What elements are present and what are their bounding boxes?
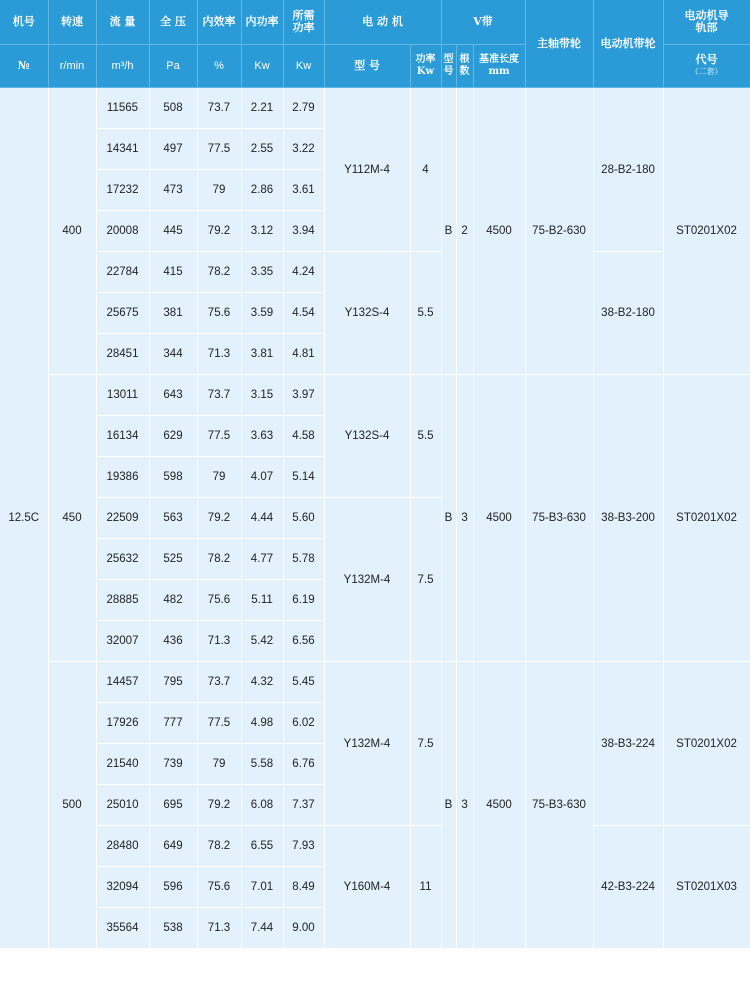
pressure-cell: 436 xyxy=(149,621,197,662)
flow-cell: 35564 xyxy=(96,908,149,949)
belt-length-cell: 4500 xyxy=(473,88,525,375)
table-row xyxy=(0,252,750,293)
pressure-cell: 538 xyxy=(149,908,197,949)
required-power-cell: 7.37 xyxy=(283,785,324,826)
efficiency-cell: 77.5 xyxy=(197,703,241,744)
required-power-cell: 5.14 xyxy=(283,457,324,498)
belt-count-cell: 3 xyxy=(456,662,473,949)
motor-power-cell: 4 xyxy=(410,88,441,252)
header-motor-power xyxy=(410,45,441,88)
header-total-pressure: 全 压 xyxy=(149,0,197,45)
header-internal-efficiency: 内效率 xyxy=(197,0,241,45)
table-body xyxy=(0,88,750,949)
header-main-pulley: 主轴带轮 xyxy=(525,0,593,88)
table-row xyxy=(0,88,750,129)
header-belt-count-label: 根数 xyxy=(459,54,470,77)
pressure-cell: 695 xyxy=(149,785,197,826)
flow-cell: 28885 xyxy=(96,580,149,621)
flow-cell: 14457 xyxy=(96,662,149,703)
required-power-cell: 4.58 xyxy=(283,416,324,457)
flow-cell: 32094 xyxy=(96,867,149,908)
internal-power-cell: 4.44 xyxy=(241,498,283,539)
internal-power-cell: 4.07 xyxy=(241,457,283,498)
internal-power-cell: 2.21 xyxy=(241,88,283,129)
pressure-cell: 525 xyxy=(149,539,197,580)
internal-power-cell: 4.98 xyxy=(241,703,283,744)
required-power-cell: 7.93 xyxy=(283,826,324,867)
header-rail-code xyxy=(663,45,750,88)
motor-pulley-cell: 38-B2-180 xyxy=(593,252,663,375)
internal-power-cell: 3.59 xyxy=(241,293,283,334)
internal-power-cell: 5.11 xyxy=(241,580,283,621)
pressure-cell: 344 xyxy=(149,334,197,375)
rail-code-cell: ST0201X03 xyxy=(663,826,750,949)
pressure-cell: 445 xyxy=(149,211,197,252)
efficiency-cell: 79.2 xyxy=(197,498,241,539)
header-internal-power: 内功率 xyxy=(241,0,283,45)
required-power-cell: 2.79 xyxy=(283,88,324,129)
flow-cell: 22509 xyxy=(96,498,149,539)
rail-code-cell: ST0201X02 xyxy=(663,662,750,826)
header-belt-type-label: 型号 xyxy=(443,54,454,77)
belt-length-cell: 4500 xyxy=(473,375,525,662)
efficiency-cell: 77.5 xyxy=(197,129,241,170)
flow-cell: 22784 xyxy=(96,252,149,293)
internal-power-cell: 7.44 xyxy=(241,908,283,949)
efficiency-cell: 79 xyxy=(197,457,241,498)
efficiency-cell: 79 xyxy=(197,744,241,785)
header-motor-pulley: 电动机带轮 xyxy=(593,0,663,88)
speed-cell: 500 xyxy=(48,662,96,949)
header-belt-count xyxy=(456,45,473,88)
flow-cell: 17926 xyxy=(96,703,149,744)
table-row xyxy=(0,826,750,867)
unit-speed: r/min xyxy=(48,45,96,88)
header-rail-code-label: 代号 xyxy=(695,53,718,66)
belt-type-cell: B xyxy=(441,88,456,375)
efficiency-cell: 77.5 xyxy=(197,416,241,457)
efficiency-cell: 78.2 xyxy=(197,826,241,867)
required-power-cell: 4.24 xyxy=(283,252,324,293)
header-rail xyxy=(663,0,750,45)
pressure-cell: 563 xyxy=(149,498,197,539)
header-required-power-label: 所需功率 xyxy=(292,9,315,34)
belt-length-cell: 4500 xyxy=(473,662,525,949)
flow-cell: 32007 xyxy=(96,621,149,662)
header-belt-length xyxy=(473,45,525,88)
unit-efficiency: % xyxy=(197,45,241,88)
motor-power-cell: 7.5 xyxy=(410,498,441,662)
required-power-cell: 4.54 xyxy=(283,293,324,334)
pressure-cell: 795 xyxy=(149,662,197,703)
main-pulley-cell: 75-B3-630 xyxy=(525,662,593,949)
flow-cell: 19386 xyxy=(96,457,149,498)
required-power-cell: 3.22 xyxy=(283,129,324,170)
required-power-cell: 6.19 xyxy=(283,580,324,621)
belt-type-cell: B xyxy=(441,662,456,949)
main-pulley-cell: 75-B2-630 xyxy=(525,88,593,375)
pressure-cell: 598 xyxy=(149,457,197,498)
efficiency-cell: 71.3 xyxy=(197,908,241,949)
efficiency-cell: 75.6 xyxy=(197,580,241,621)
internal-power-cell: 3.81 xyxy=(241,334,283,375)
required-power-cell: 3.94 xyxy=(283,211,324,252)
flow-cell: 11565 xyxy=(96,88,149,129)
unit-flow: m³/h xyxy=(96,45,149,88)
efficiency-cell: 79 xyxy=(197,170,241,211)
flow-cell: 13011 xyxy=(96,375,149,416)
efficiency-cell: 78.2 xyxy=(197,539,241,580)
pressure-cell: 596 xyxy=(149,867,197,908)
header-motor-model: 型 号 xyxy=(324,45,410,88)
header-flow: 流 量 xyxy=(96,0,149,45)
unit-machine-no: № xyxy=(0,45,48,88)
motor-model-cell: Y132S-4 xyxy=(324,252,410,375)
belt-type-cell: B xyxy=(441,375,456,662)
flow-cell: 21540 xyxy=(96,744,149,785)
flow-cell: 25010 xyxy=(96,785,149,826)
efficiency-cell: 73.7 xyxy=(197,88,241,129)
table-row xyxy=(0,662,750,703)
pressure-cell: 508 xyxy=(149,88,197,129)
speed-cell: 450 xyxy=(48,375,96,662)
motor-power-cell: 5.5 xyxy=(410,252,441,375)
flow-cell: 14341 xyxy=(96,129,149,170)
rail-code-cell: ST0201X02 xyxy=(663,88,750,375)
belt-count-cell: 3 xyxy=(456,375,473,662)
flow-cell: 28451 xyxy=(96,334,149,375)
motor-pulley-cell: 28-B2-180 xyxy=(593,88,663,252)
required-power-cell: 6.02 xyxy=(283,703,324,744)
flow-cell: 25632 xyxy=(96,539,149,580)
efficiency-cell: 79.2 xyxy=(197,785,241,826)
pressure-cell: 497 xyxy=(149,129,197,170)
internal-power-cell: 3.12 xyxy=(241,211,283,252)
unit-required-power: Kw xyxy=(283,45,324,88)
header-rail-label: 电动机导轨部 xyxy=(684,9,729,34)
internal-power-cell: 5.58 xyxy=(241,744,283,785)
flow-cell: 17232 xyxy=(96,170,149,211)
header-required-power xyxy=(283,0,324,45)
internal-power-cell: 2.55 xyxy=(241,129,283,170)
internal-power-cell: 3.35 xyxy=(241,252,283,293)
pressure-cell: 381 xyxy=(149,293,197,334)
internal-power-cell: 4.77 xyxy=(241,539,283,580)
required-power-cell: 3.97 xyxy=(283,375,324,416)
header-motor: 电 动 机 xyxy=(324,0,441,45)
internal-power-cell: 2.86 xyxy=(241,170,283,211)
required-power-cell: 3.61 xyxy=(283,170,324,211)
pressure-cell: 482 xyxy=(149,580,197,621)
belt-count-cell: 2 xyxy=(456,88,473,375)
motor-model-cell: Y112M-4 xyxy=(324,88,410,252)
efficiency-cell: 73.7 xyxy=(197,662,241,703)
motor-pulley-cell: 42-B3-224 xyxy=(593,826,663,949)
required-power-cell: 5.60 xyxy=(283,498,324,539)
header-vbelt: V带 xyxy=(441,0,525,45)
internal-power-cell: 5.42 xyxy=(241,621,283,662)
table-header xyxy=(0,0,750,88)
internal-power-cell: 6.55 xyxy=(241,826,283,867)
header-belt-type xyxy=(441,45,456,88)
motor-model-cell: Y160M-4 xyxy=(324,826,410,949)
pressure-cell: 473 xyxy=(149,170,197,211)
header-rail-sets: （二套） xyxy=(690,67,723,76)
pressure-cell: 777 xyxy=(149,703,197,744)
flow-cell: 28480 xyxy=(96,826,149,867)
efficiency-cell: 78.2 xyxy=(197,252,241,293)
unit-internal-power: Kw xyxy=(241,45,283,88)
efficiency-cell: 75.6 xyxy=(197,293,241,334)
pressure-cell: 415 xyxy=(149,252,197,293)
motor-model-cell: Y132S-4 xyxy=(324,375,410,498)
table-row xyxy=(0,375,750,416)
internal-power-cell: 7.01 xyxy=(241,867,283,908)
pressure-cell: 643 xyxy=(149,375,197,416)
internal-power-cell: 6.08 xyxy=(241,785,283,826)
main-pulley-cell: 75-B3-630 xyxy=(525,375,593,662)
motor-power-cell: 7.5 xyxy=(410,662,441,826)
internal-power-cell: 3.15 xyxy=(241,375,283,416)
flow-cell: 25675 xyxy=(96,293,149,334)
required-power-cell: 9.00 xyxy=(283,908,324,949)
pressure-cell: 629 xyxy=(149,416,197,457)
motor-model-cell: Y132M-4 xyxy=(324,662,410,826)
motor-power-cell: 11 xyxy=(410,826,441,949)
unit-pressure: Pa xyxy=(149,45,197,88)
motor-power-cell: 5.5 xyxy=(410,375,441,498)
pressure-cell: 649 xyxy=(149,826,197,867)
header-machine-no: 机号 xyxy=(0,0,48,45)
efficiency-cell: 71.3 xyxy=(197,621,241,662)
required-power-cell: 5.45 xyxy=(283,662,324,703)
machine-no-cell: 12.5C xyxy=(0,88,48,949)
header-motor-power-label: 功率Kw xyxy=(415,54,436,77)
required-power-cell: 6.76 xyxy=(283,744,324,785)
motor-pulley-cell: 38-B3-200 xyxy=(593,375,663,662)
internal-power-cell: 4.32 xyxy=(241,662,283,703)
motor-model-cell: Y132M-4 xyxy=(324,498,410,662)
header-speed: 转速 xyxy=(48,0,96,45)
efficiency-cell: 79.2 xyxy=(197,211,241,252)
speed-cell: 400 xyxy=(48,88,96,375)
required-power-cell: 6.56 xyxy=(283,621,324,662)
required-power-cell: 8.49 xyxy=(283,867,324,908)
required-power-cell: 5.78 xyxy=(283,539,324,580)
efficiency-cell: 73.7 xyxy=(197,375,241,416)
pressure-cell: 739 xyxy=(149,744,197,785)
efficiency-cell: 75.6 xyxy=(197,867,241,908)
internal-power-cell: 3.63 xyxy=(241,416,283,457)
required-power-cell: 4.81 xyxy=(283,334,324,375)
flow-cell: 16134 xyxy=(96,416,149,457)
header-belt-length-label: 基准长度mm xyxy=(479,54,520,77)
motor-pulley-cell: 38-B3-224 xyxy=(593,662,663,826)
rail-code-cell: ST0201X02 xyxy=(663,375,750,662)
flow-cell: 20008 xyxy=(96,211,149,252)
efficiency-cell: 71.3 xyxy=(197,334,241,375)
